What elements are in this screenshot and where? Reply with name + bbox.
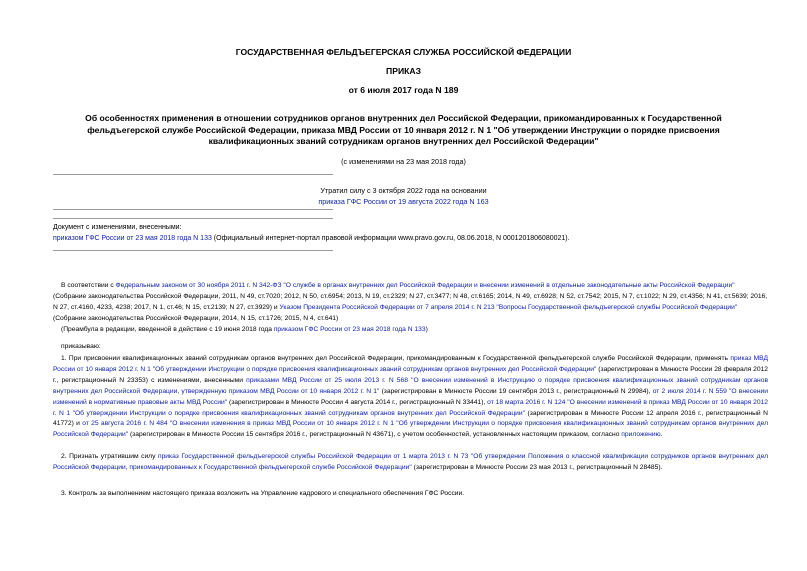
amendment-source: (Официальный интернет-портал правовой информации www.pravo.gov.ru, 08.06.2018, N 0001201806080021). [211,235,570,242]
order-link-3[interactable]: от 2 июля 2014 г. N 559 "О внесении изменений в нормативные правовые акты МВД России" [53,387,768,406]
doc-title [0,113,807,148]
divider [53,174,333,175]
changes-note: (с изменениями на 23 мая 2018 года) [341,157,466,166]
appendix-link[interactable]: приложению [621,431,661,439]
divider [53,209,333,210]
title-line: квалификационных званий сотрудникам органов внутренних дел Российской Федерации" [208,136,599,146]
doc-type: ПРИКАЗ [386,66,421,76]
amendment-link[interactable]: приказом ГФС России от 23 мая 2018 года N 133 [53,235,212,242]
item-1: 1. При присвоении квалификационных званий сотрудникам органов внутренних дел Российской Федерации, прикомандированным к Государственной фельдъегерской службе Российской Федерации, применять приказ МВД России от 10 января 2012 г. N 1 "Об утверждении Инструкции о порядке присвоения квалификационных званий сотрудникам органов внутренних дел Российской Федерации" (зарегистрирован в Минюсте России 28 февраля 2012 г., регистрационный N 23353) с изменениями, внесенными приказами МВД России от 25 июля 2013 г. N 568 "О внесении изменений в Инструкцию о порядке присвоения квалификационных званий сотрудникам органов внутренних дел Российской Федерации, утвержденную приказом МВД России от 10 января 2012 г. N 1" (зарегистрирован в Минюсте России 19 сентября 2013 г., регистрационный N 29984), от 2 июля 2014 г. N 559 "О внесении изменений в нормативные правовые акты МВД России" (зарегистрирован в Минюсте России 4 августа 2014 г., регистрационный N 33441), от 18 марта 2016 г. N 124 "О внесении изменений в приказ МВД России от 10 января 2012 г. N 1 "Об утверждении Инструкции о порядке присвоения квалификационных званий сотрудникам органов внутренних дел Российской Федерации" (зарегистрирован в Минюсте России 12 апреля 2016 г., регистрационный N 41772) и от 25 августа 2016 г. N 484 "О внесении изменения в приказ МВД России от 10 января 2012 г. N 1 "Об утверждении Инструкции о порядке присвоения квалификационных званий сотрудникам органов внутренних дел Российской Федерации" (зарегистрирован в Минюсте России 15 сентября 2016 г., регистрационный N 43671), с учетом особенностей, установленных настоящим приказом, согласно приложению. [53,355,768,439]
law-link[interactable]: Федеральным законом от 30 ноября 2011 г. N 342-ФЗ "О службе в органах внутренних дел Российской Федерации и внесении изменений в отдельные законодательные акты Российской Федерации" [115,282,735,289]
preamble: В соответствии с Федеральным законом от 30 ноября 2011 г. N 342-ФЗ "О службе в органах внутренних дел Российской Федерации и внесении изменений в отдельные законодательные акты Российской Федерации" (Собрание законодательства Российской Федерации, 2011, N 49, ст.7020; 2012, N 50, ст.6954; 2013, N 19, ст.2329; N 27, ст.3477; N 48, ст.6165; 2014, N 49, ст.6928; N 52, ст.7542; 2015, N 7, ст.1022; N 29, ст.4356; N 41, ст.5639; 2016, N 27, ст.4160, 4233, 4238; 2017, N 1, ст.46; N 15, ст.2139; N 27, ст.3929) и Указом Президента Российской Федерации от 7 апреля 2014 г. N 213 "Вопросы Государственной фельдъегерской службы Российской Федерации" (Собрание законодательства Российской Федерации, 2014, N 15, ст.1726; 2015, N 4, ст.641) [53,282,768,322]
amendments-label: Документ с изменениями, внесенными: [53,224,182,231]
preamble-note: (Преамбула в редакции, введенной в действие с 19 июня 2018 года приказом ГФС России от 23 мая 2018 года N 133) [61,326,428,333]
order-link-1[interactable]: приказ МВД России от 10 января 2012 г. N 1 "Об утверждении Инструкции о порядке присвоения квалификационных званий сотрудникам органов внутренних дел Российской Федерации" [53,355,768,373]
lost-force-link[interactable]: приказа ГФС России от 19 августа 2022 года N 163 [318,197,489,206]
decree-link[interactable]: Указом Президента Российской Федерации от 7 апреля 2014 г. N 213 "Вопросы Государственной фельдъегерской службы Российской Федерации" [279,303,738,311]
divider [53,218,333,219]
item-3: 3. Контроль за выполнением настоящего приказа возложить на Управление кадрового и специального обеспечения ГФС России. [61,490,465,497]
order-link-2[interactable]: приказами МВД России от 25 июля 2013 г. N 568 "О внесении изменений в Инструкцию о порядке присвоения квалификационных званий сотрудникам органов внутренних дел Российской Федерации, утвержденную приказом МВД России от 10 января 2012 г. N 1" [53,376,768,395]
lost-force-text: Утратил силу с 3 октября 2022 года на основании [320,186,487,195]
preamble-note-link[interactable]: приказом ГФС России от 23 мая 2018 года N 133 [273,326,426,333]
title-line: фельдъегерской службе Российской Федерации, приказа МВД России от 10 января 2012 г. N 1 "Об утверждении Инструкции о порядке присвоения [87,124,720,135]
order-word: приказываю: [61,343,101,350]
amendments-block [53,222,773,244]
org-title: ГОСУДАРСТВЕННАЯ ФЕЛЬДЪЕГЕРСКАЯ СЛУЖБА РОССИЙСКОЙ ФЕДЕРАЦИИ [235,47,572,57]
item-2: 2. Признать утратившим силу приказ Государственной фельдъегерской службы Российской Федерации от 1 марта 2013 г. N 73 "Об утверждении Положения о классной квалификации сотрудников органов внутренних дел Российской Федерации, прикомандированных к Государственной фельдъегерской службе Российской Федерации" (зарегистрирован в Минюсте России 23 мая 2013 г., регистрационный N 28485). [53,453,768,471]
repealed-order-link[interactable]: приказ Государственной фельдъегерской службы Российской Федерации от 1 марта 2013 г. N 73 "Об утверждении Положения о классной квалификации сотрудников органов внутренних дел Российской Федерации, прикомандированных к Государственной фельдъегерской службе Российской Федерации" [53,453,768,471]
doc-date: от 6 июля 2017 года N 189 [348,85,459,95]
order-link-5[interactable]: от 25 августа 2016 г. N 484 "О внесении изменения в приказ МВД России от 10 января 2012 г. N 1 "Об утверждении Инструкции о порядке присвоения квалификационных званий сотрудникам органов внутренних дел Российской Федерации" [53,420,768,439]
divider [53,250,333,251]
title-line: Об особенностях применения в отношении сотрудников органов внутренних дел Российской Федерации, прикомандированных к Государственной [85,113,722,123]
order-link-4[interactable]: от 18 марта 2016 г. N 124 "О внесении изменений в приказ МВД России от 10 января 2012 г. N 1 "Об утверждении Инструкции о порядке присвоения квалификационных званий сотрудникам органов внутренних дел Российской Федерации" [53,398,768,417]
lost-force-block [0,185,807,207]
amendments-line [53,233,773,244]
